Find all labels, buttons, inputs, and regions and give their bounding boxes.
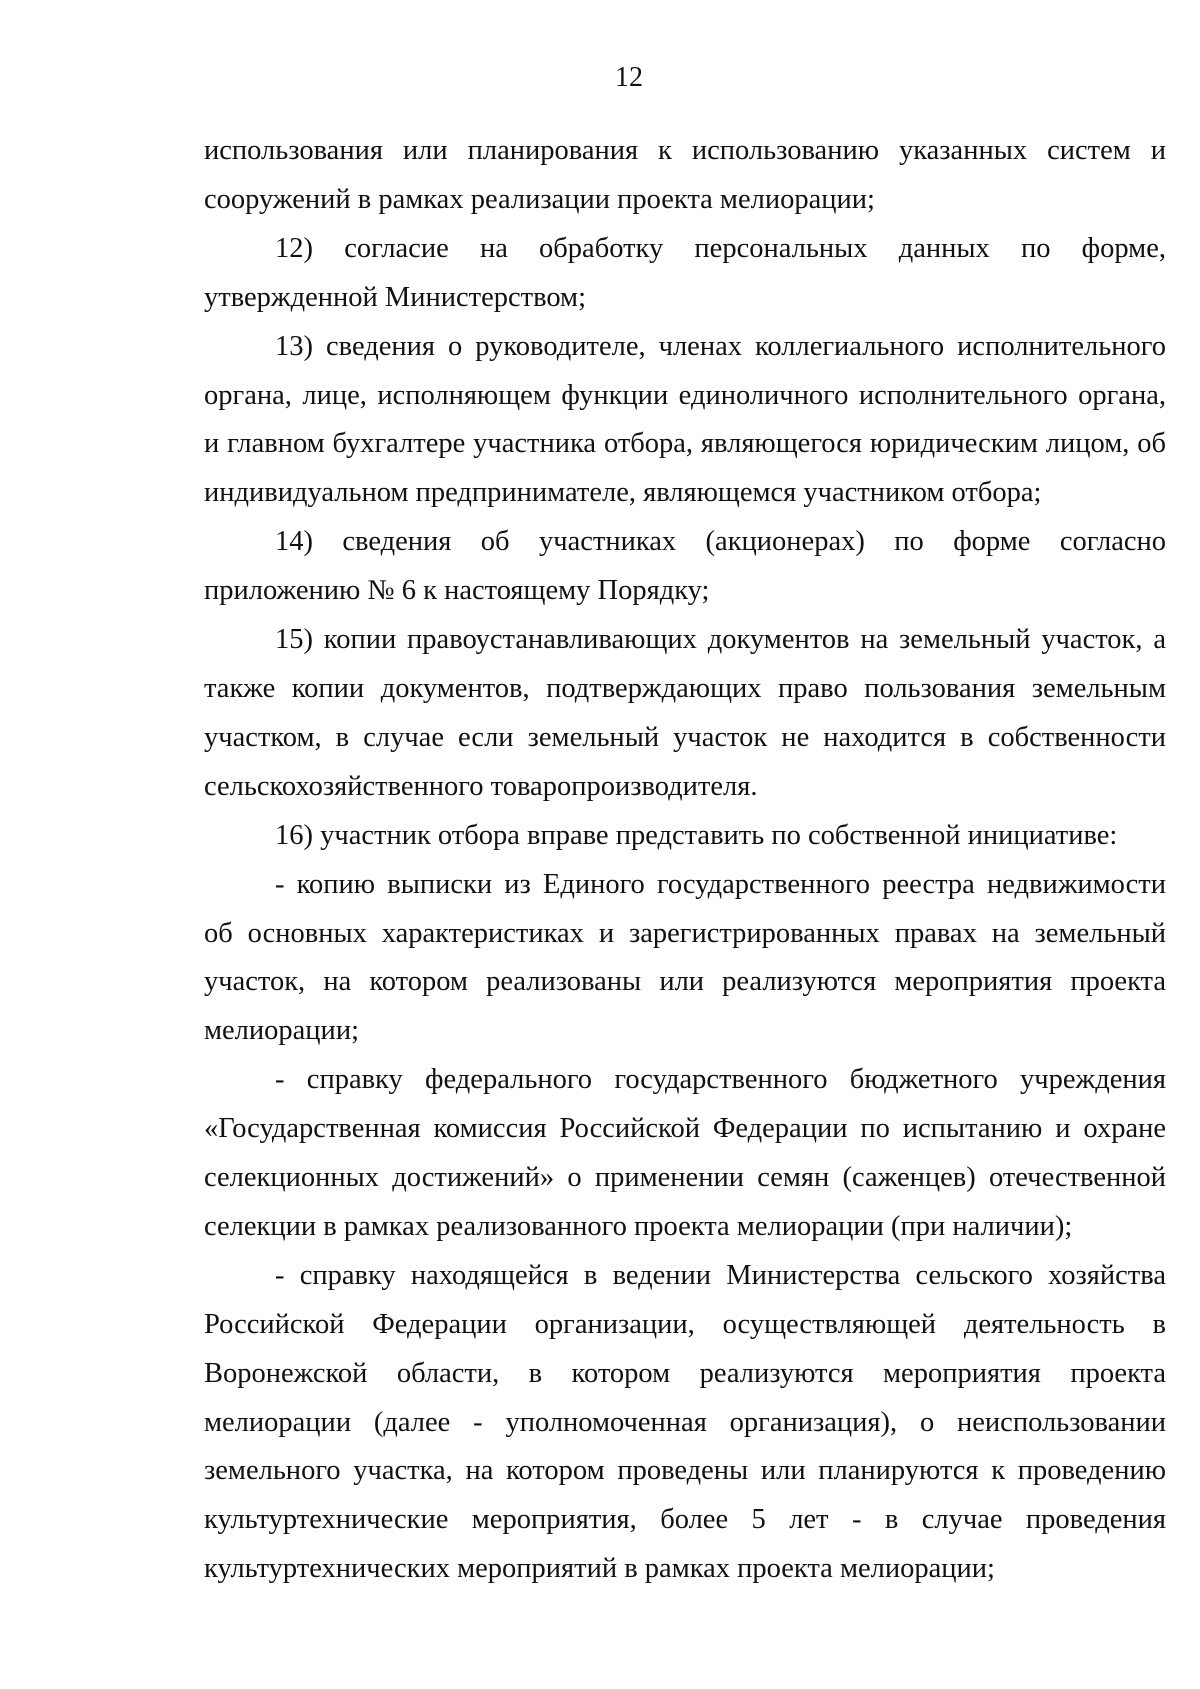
paragraph-bullet-seed-commission: - справку федерального государственного бюджетного учреждения «Государственная комиссия Российской Федерации по испытанию и охране селекционных достижений» о применении семян (саженцев) отечественной селекции в рамках реализованного проекта мелиорации (при наличии); [204, 1064, 1166, 1242]
paragraph-item-14: 14) сведения об участниках (акционерах) по форме согласно приложению № 6 к настоящему Порядку; [204, 526, 1166, 607]
paragraph-item-13: 13) сведения о руководителе, членах коллегиального исполнительного органа, лице, исполняющем функции единоличного исполнительного органа, и главном бухгалтере участника отбора, являющегося юридическим лицом, об индивидуальном предпринимателе, являющемся участником отбора; [204, 330, 1166, 509]
document-body [204, 127, 1166, 1594]
paragraph-item-12: 12) согласие на обработку персональных данных по форме, утвержденной Министерством; [204, 232, 1166, 313]
paragraph-bullet-ministry-certificate: - справку находящейся в ведении Министерства сельского хозяйства Российской Федерации организации, осуществляющей деятельность в Воронежской области, в котором реализуются мероприятия проекта мелиорации (далее - уполномоченная организация), о неиспользовании земельного участка, на котором проведены или планируются к проведению культуртехнические мероприятия, более 5 лет - в случае проведения культуртехнических мероприятий в рамках проекта мелиорации; [204, 1259, 1166, 1585]
paragraph-item-16: 16) участник отбора вправе представить по собственной инициативе: [275, 819, 1118, 851]
paragraph-continuation: использования или планирования к использованию указанных систем и сооружений в рамках реализации проекта мелиорации; [204, 135, 1166, 215]
page-number: 12 [615, 62, 643, 93]
paragraph-item-15: 15) копии правоустанавливающих документов на земельный участок, а также копии документов, подтверждающих право пользования земельным участком, в случае если земельный участок не находится в собственности сельскохозяйственного товаропроизводителя. [204, 624, 1166, 802]
paragraph-bullet-registry-extract: - копию выписки из Единого государственного реестра недвижимости об основных характеристиках и зарегистрированных правах на земельный участок, на котором реализованы или реализуются мероприятия проекта мелиорации; [204, 868, 1166, 1047]
